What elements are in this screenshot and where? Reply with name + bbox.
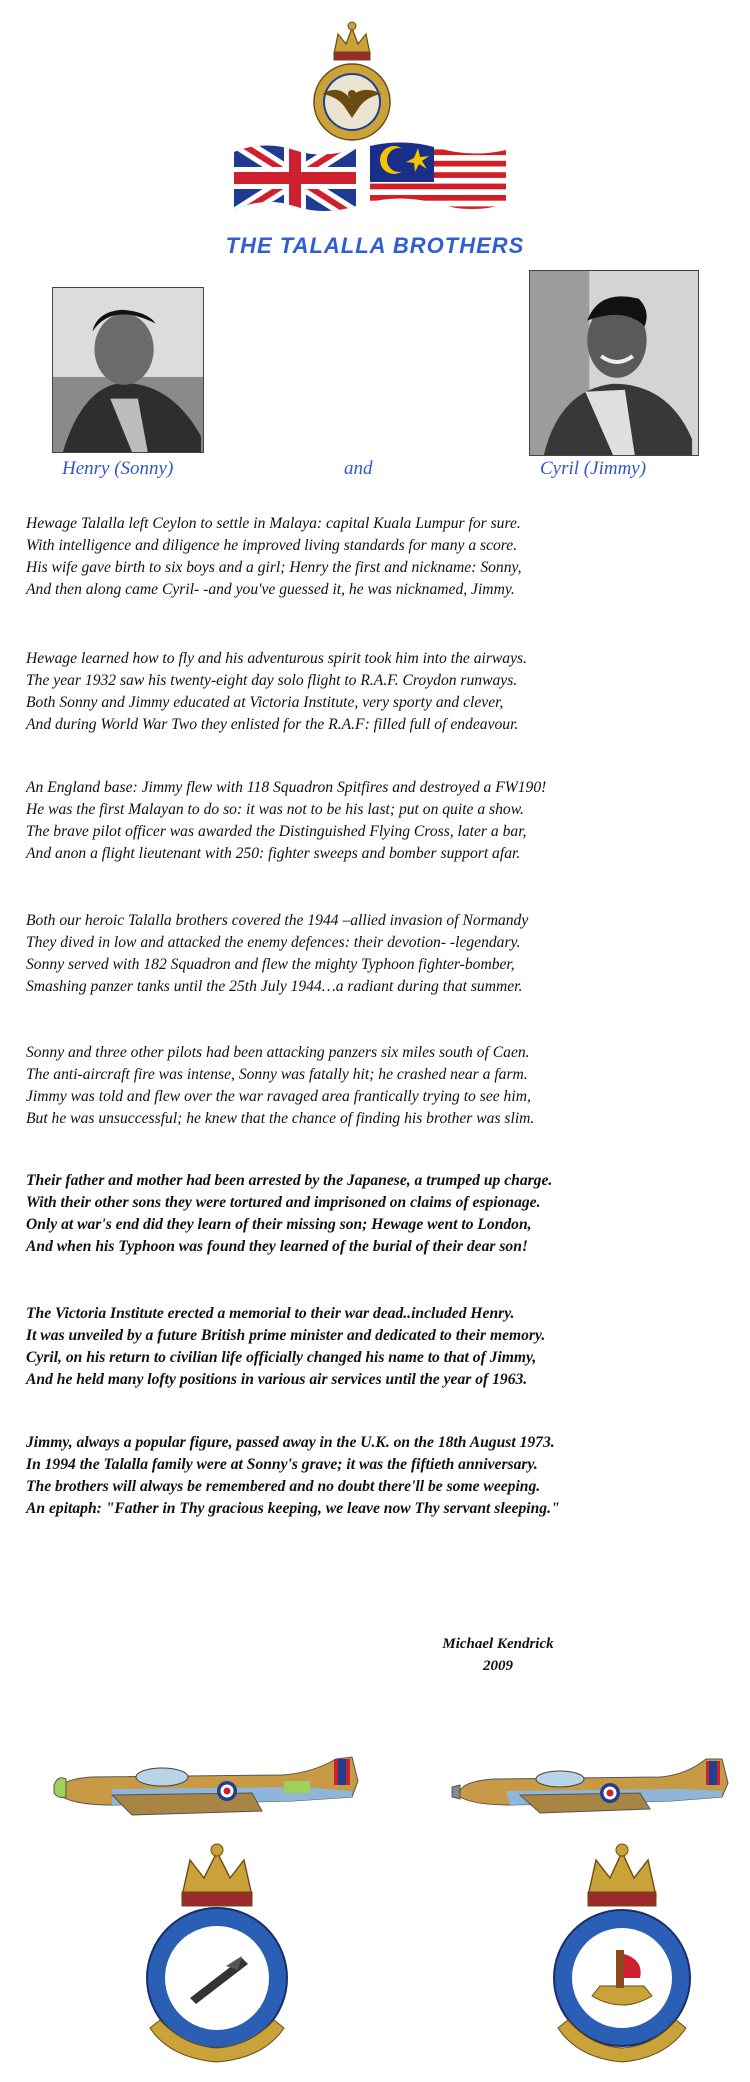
- poem-line: Hewage Talalla left Ceylon to settle in Malaya: capital Kuala Lumpur for sure.: [26, 515, 521, 532]
- poem-line: And when his Typhoon was found they learned of the burial of their dear son!: [26, 1238, 528, 1255]
- poem-line: His wife gave birth to six boys and a girl; Henry the first and nickname: Sonny,: [26, 559, 522, 576]
- typhoon-aircraft-icon: [52, 1745, 374, 1825]
- poem-stanza-4: [26, 910, 726, 998]
- author-name: Michael Kendrick: [442, 1636, 554, 1652]
- poem-line: They dived in low and attacked the enemy defences: their devotion- -legendary.: [26, 934, 521, 951]
- poem-line: Both Sonny and Jimmy educated at Victoria Institute, very sporty and clever,: [26, 694, 504, 711]
- poem-stanza-8: [26, 1432, 726, 1520]
- poem-line: And then along came Cyril- -and you've guessed it, he was nicknamed, Jimmy.: [26, 581, 515, 598]
- poem-line: With their other sons they were tortured and imprisoned on claims of espionage.: [26, 1194, 541, 1211]
- page-title: THE TALALLA BROTHERS: [225, 233, 525, 258]
- signature: [418, 1633, 578, 1677]
- poem-line: The year 1932 saw his twenty-eight day solo flight to R.A.F. Croydon runways.: [26, 672, 518, 689]
- poem-line: Their father and mother had been arrested by the Japanese, a trumped up charge.: [26, 1172, 553, 1189]
- poem-line: The brothers will always be remembered and no doubt there'll be some weeping.: [26, 1478, 541, 1495]
- union-jack-flag-icon: [232, 138, 358, 218]
- poem-line: An England base: Jimmy flew with 118 Squadron Spitfires and destroyed a FW190!: [26, 779, 547, 796]
- poem-line: The brave pilot officer was awarded the Distinguished Flying Cross, later a bar,: [26, 823, 527, 840]
- poem-line: Smashing panzer tanks until the 25th July 1944…a radiant during that summer.: [26, 978, 523, 995]
- poem-line: Both our heroic Talalla brothers covered the 1944 –allied invasion of Normandy: [26, 912, 529, 929]
- henry-sonny-caption: Henry (Sonny): [62, 458, 174, 479]
- poem-line: The anti-aircraft fire was intense, Sonny was fatally hit; he crashed near a farm.: [26, 1066, 528, 1083]
- poem-line: Cyril, on his return to civilian life officially changed his name to that of Jimmy,: [26, 1349, 537, 1366]
- spitfire-aircraft-icon: [450, 1745, 740, 1825]
- poem-line: The Victoria Institute erected a memorial to their war dead..included Henry.: [26, 1305, 515, 1322]
- poem-line: It was unveiled by a future British prime minister and dedicated to their memory.: [26, 1327, 546, 1344]
- poem-line: Only at war's end did they learn of their missing son; Hewage went to London,: [26, 1216, 532, 1233]
- poem-stanza-1: [26, 513, 726, 601]
- poem-line: Sonny and three other pilots had been attacking panzers six miles south of Caen.: [26, 1044, 530, 1061]
- poem-line: With intelligence and diligence he improved living standards for many a score.: [26, 537, 518, 554]
- signature-year: 2009: [483, 1658, 513, 1674]
- squadron-182-crest-icon: [130, 1838, 305, 2066]
- poem-stanza-5: [26, 1042, 726, 1130]
- raf-crest-icon: [304, 14, 400, 146]
- poem-line: And anon a flight lieutenant with 250: fighter sweeps and bomber support afar.: [26, 845, 521, 862]
- poem-line: He was the first Malayan to do so: it was not to be his last; put on quite a show.: [26, 801, 524, 818]
- henry-sonny-photo: [52, 287, 204, 453]
- squadron-118-crest-icon: [540, 1838, 705, 2066]
- poem-line: Sonny served with 182 Squadron and flew the mighty Typhoon fighter-bomber,: [26, 956, 515, 973]
- malaysia-flag-icon: [368, 138, 508, 218]
- poem-line: But he was unsuccessful; he knew that the chance of finding his brother was slim.: [26, 1110, 535, 1127]
- poem-line: And he held many lofty positions in various air services until the year of 1963.: [26, 1371, 528, 1388]
- poem-stanza-2: [26, 648, 726, 736]
- poem-line: Jimmy, always a popular figure, passed away in the U.K. on the 18th August 1973.: [26, 1434, 555, 1451]
- cyril-jimmy-photo: [529, 270, 699, 456]
- poem-stanza-6: [26, 1170, 726, 1258]
- poem-line: In 1994 the Talalla family were at Sonny's grave; it was the fiftieth anniversary.: [26, 1456, 538, 1473]
- cyril-jimmy-caption: Cyril (Jimmy): [540, 458, 647, 479]
- poem-line: And during World War Two they enlisted for the R.A.F: filled full of endeavour.: [26, 716, 519, 733]
- poem-stanza-7: [26, 1303, 726, 1391]
- poem-line: Hewage learned how to fly and his adventurous spirit took him into the airways.: [26, 650, 527, 667]
- poem-stanza-3: [26, 777, 726, 865]
- poem-line: Jimmy was told and flew over the war ravaged area frantically trying to see him,: [26, 1088, 531, 1105]
- and-caption: and: [344, 458, 373, 479]
- poem-line: An epitaph: "Father in Thy gracious keeping, we leave now Thy servant sleeping.": [26, 1500, 560, 1517]
